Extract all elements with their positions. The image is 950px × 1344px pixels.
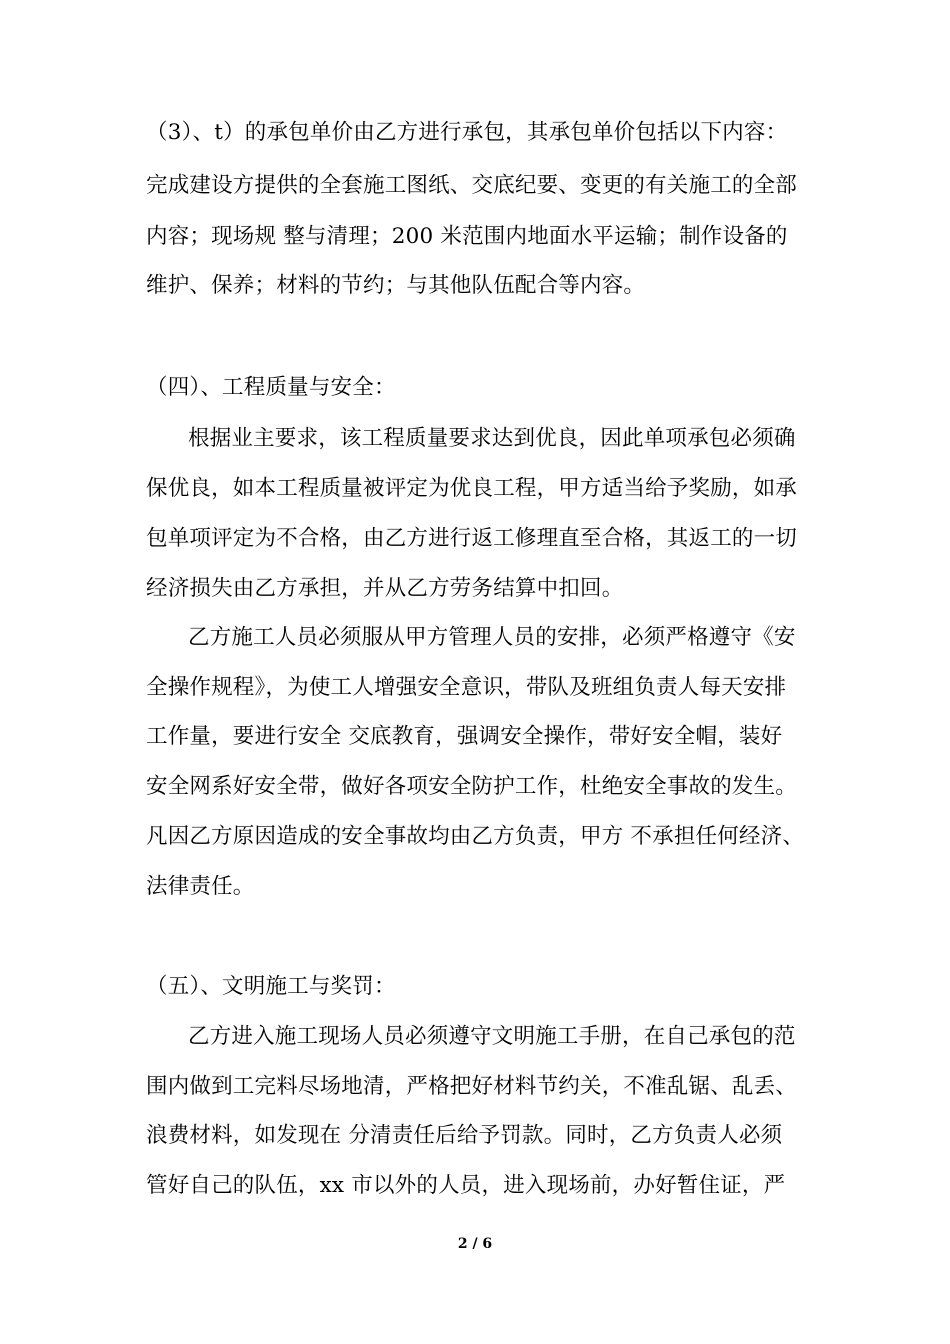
paragraph-line: （3）、t）的承包单价由乙方进行承包，其承包单价包括以下内容： xyxy=(146,120,788,145)
paragraph-line: 维护、保养；材料的节约；与其他队伍配合等内容。 xyxy=(146,273,646,298)
paragraph-line: 根据业主要求，该工程质量要求达到优良，因此单项承包必须确 xyxy=(188,426,796,451)
paragraph-line: 围内做到工完料尽场地清，严格把好材料节约关，不准乱锯、乱丢、 xyxy=(146,1074,798,1099)
paragraph-line: 完成建设方提供的全套施工图纸、交底纪要、变更的有关施工的全部 xyxy=(146,173,798,198)
paragraph-line: 安全网系好安全带，做好各项安全防护工作，杜绝安全事故的发生。 xyxy=(146,774,798,799)
paragraph-line: 乙方施工人员必须服从甲方管理人员的安排，必须严格遵守《安 xyxy=(188,625,796,650)
paragraph-line: 法律责任。 xyxy=(146,874,255,899)
paragraph-line: 全操作规程》，为使工人增强安全意识，带队及班组负责人每天安排 xyxy=(146,675,787,700)
paragraph-line: 包单项评定为不合格，由乙方进行返工修理直至合格，其返工的一切 xyxy=(146,526,798,551)
section-heading: （四）、工程质量与安全： xyxy=(146,375,396,400)
section-heading: （五）、文明施工与奖罚： xyxy=(146,974,396,999)
paragraph-line: 浪费材料，如发现在 分清责任后给予罚款。同时，乙方负责人必须 xyxy=(146,1123,783,1148)
paragraph-line: 工作量，要进行安全 交底教育，强调安全操作，带好安全帽，装好 xyxy=(146,724,783,749)
page-number: 2 / 6 xyxy=(457,1236,493,1252)
paragraph-line: 保优良，如本工程质量被评定为优良工程，甲方适当给予奖励，如承 xyxy=(146,476,798,501)
paragraph-line: 管好自己的队伍，xx 市以外的人员，进入现场前，办好暂住证，严 xyxy=(146,1173,786,1198)
paragraph-line: 内容；现场规 整与清理；200 米范围内地面水平运输；制作设备的 xyxy=(146,224,788,249)
paragraph-line: 乙方进入施工现场人员必须遵守文明施工手册，在自己承包的范 xyxy=(188,1024,796,1049)
paragraph-line: 经济损失由乙方承担，并从乙方劳务结算中扣回。 xyxy=(146,576,624,601)
paragraph-line: 凡因乙方原因造成的安全事故均由乙方负责，甲方 不承担任何经济、 xyxy=(146,824,805,849)
